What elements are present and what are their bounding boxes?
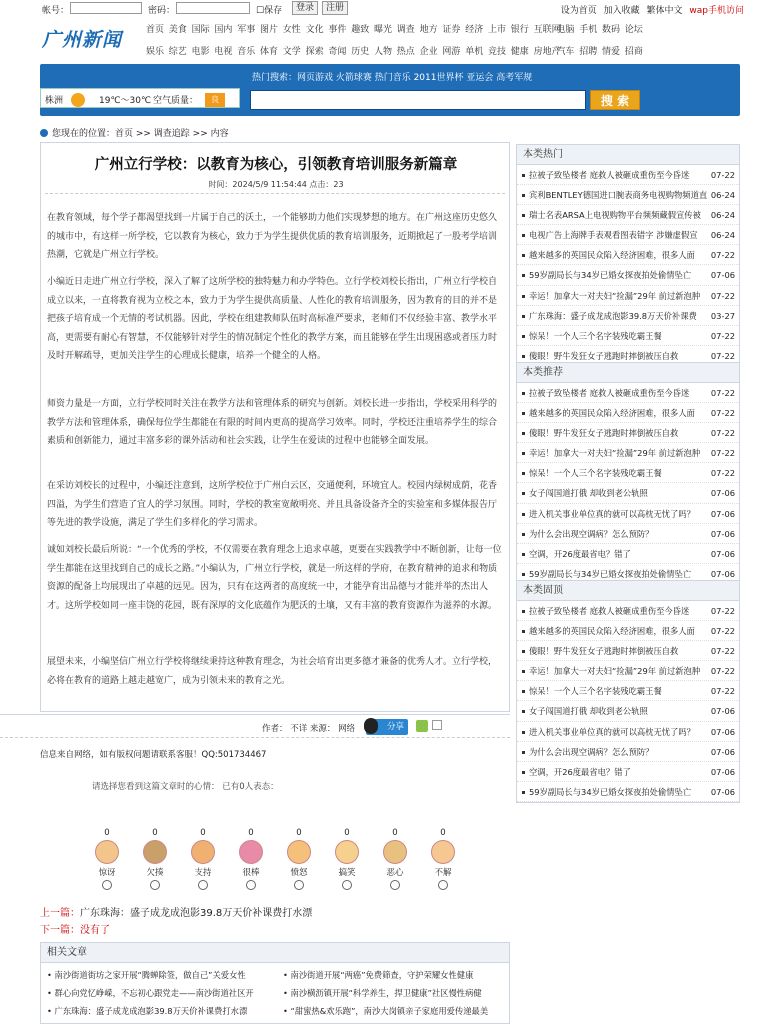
mood-count: 0 <box>152 828 158 838</box>
weather-temp: 19℃～30℃ <box>99 96 152 106</box>
sidebar-article-link[interactable]: 傻眼！野牛发狂女子逃跑时摔倒被压自救 07-22 <box>517 346 739 366</box>
mood-radio[interactable] <box>294 880 304 890</box>
nav-item[interactable]: 上市 <box>488 25 507 35</box>
mood-count: 0 <box>248 828 254 838</box>
article-date: 07-06 <box>710 488 735 499</box>
mood-count: 0 <box>296 828 302 838</box>
nav-item[interactable]: 奇闻 <box>328 47 347 57</box>
nav-item[interactable]: 美食 <box>168 25 187 35</box>
article-paragraph: 诚如刘校长最后所说：“一个优秀的学校，不仅需要在教育理念上追求卓越，更要在实践教学中不断创新，让每一位学生都能在这里找到自己的成长之路。”小编认为，广州立行学校，就是一所这样的学府，在教育精神的追求和物质资源的配备上均展现出了卓越的远见。因为，只有在这两者的高度统一中，才能孕育出品德与才能并举的杰出人才。这所学校如同一座丰饶的花园，既有深厚的文化底蕴作为肥沃的土壤，又有丰富的教育资源作为滋养的水源。 <box>47 545 502 611</box>
nav-item[interactable]: 情爱 <box>602 47 621 57</box>
article-date: 07-22 <box>710 646 735 657</box>
mood-count: 0 <box>392 828 398 838</box>
nav-item[interactable]: 企业 <box>419 47 438 57</box>
sidebar-article-link[interactable]: 拉被子致坠楼者 庭救人被砸成重伤至今昏迷 07-22 <box>517 165 739 185</box>
article-date: 07-22 <box>710 250 735 261</box>
article-date: 07-22 <box>710 330 735 341</box>
article-date: 07-22 <box>710 350 735 361</box>
nav-item[interactable]: 军事 <box>237 25 256 35</box>
nav-item[interactable]: 音乐 <box>237 47 256 57</box>
sidebar-article-link[interactable]: 惊呆！一个人三个名字装残吃霸王餐 07-22 <box>517 681 739 701</box>
sidebar-article-link[interactable]: 惊呆！一个人三个名字装残吃霸王餐 07-22 <box>517 326 739 346</box>
mood-count: 0 <box>104 828 110 838</box>
mood-option[interactable] <box>332 828 362 890</box>
sidebar-article-link[interactable]: 进入机关事业单位真的就可以高枕无忧了吗？ 07-06 <box>517 722 739 742</box>
article-date: 03-27 <box>710 310 735 321</box>
article-date: 07-06 <box>710 706 735 717</box>
nav-item[interactable]: 文化 <box>305 25 324 35</box>
mood-face-icon <box>431 840 455 864</box>
sidebar-article-link[interactable]: 为什么会出现空调病？怎么预防？ 07-06 <box>517 524 739 544</box>
sidebar-article-link[interactable]: 59岁副局长与34岁已婚女探夜拍处偷情坠亡 07-06 <box>517 782 739 802</box>
article-date: 07-22 <box>710 388 735 398</box>
sidebar-article-link[interactable]: 女子闯国道打俄 却收到老公轨照 07-06 <box>517 701 739 721</box>
nav-item[interactable]: 国内 <box>214 25 233 35</box>
sidebar-section-title: 本类推荐 <box>517 363 739 383</box>
nav-item[interactable]: 电影 <box>191 47 210 57</box>
article-date: 07-22 <box>710 666 735 677</box>
search-banner <box>40 64 740 116</box>
article-paragraph: 在教育领域，每个学子都渴望找到一片属于自己的沃土，一个能够助力他们实现梦想的地方。在广州这座历史悠久的城市中，有这样一所学校，它以教育为核心，致力于为学生提供优质的教育培训服务，近期掀起了一股考学培训热潮，它就是广州立行学校。 <box>47 213 498 260</box>
nav-item[interactable]: 曝光 <box>374 25 393 35</box>
register-button[interactable]: 注册 <box>322 1 348 15</box>
nav-item[interactable]: 女性 <box>282 25 301 35</box>
sidebar-article-link[interactable]: 傻眼！野牛发狂女子逃跑时摔倒被压自救 07-22 <box>517 423 739 443</box>
nav-item[interactable]: 文学 <box>282 47 301 57</box>
article-paragraph: 小编近日走进广州立行学校，深入了解了这所学校的独特魅力和办学特色。立行学校刘校长指出，广州立行学校自成立以来，一直将教育视为立校之本，致力于为学生提供高质量、人性化的教育培训服务，因为教育的目的并不是把孩子培育成一个无情的考试机器。因此，学校在组建教师队伍时高标准严要求，老师们不仅经验丰富、教学水平高，更需要有耐心有智慧，不仅能够针对学生的情况制定个性化的教学方案，而且能够在学生出现困惑或者压力时及时开解疏导，更加关注学生的心理成长健康，培养一个健全的人格。 <box>47 277 498 361</box>
share-button[interactable]: 分享 <box>366 719 408 735</box>
prev-link[interactable]: 广东珠海：盛子成龙成泡影39.8万天价补课费打水漂 <box>80 908 313 919</box>
sidebar-article-link[interactable]: 拉被子致坠楼者 庭救人被砸成重伤至今昏迷 07-22 <box>517 383 739 403</box>
copyright-notice: 信息来自网络，如有版权问题请联系客服！QQ:501734467 <box>40 750 267 760</box>
sidebar-article-link[interactable]: 惊呆！一个人三个名字装残吃霸王餐 07-22 <box>517 463 739 483</box>
sidebar-article-link[interactable]: 幸运！加拿大一对夫妇“捡漏”29年 前过新泡肿 07-22 <box>517 661 739 681</box>
mood-label: 恶心 <box>386 868 404 878</box>
article-date: 07-06 <box>710 548 735 559</box>
top-bar <box>0 0 768 16</box>
sidebar-article-link[interactable]: 越来越多的英国民众陷入经济困难，很多人面 07-22 <box>517 245 739 265</box>
article-date: 07-06 <box>710 746 735 757</box>
related-article-link[interactable]: • 南沙街道街坊之家开展“腾蝉除签，做自己”关爱女性 <box>47 970 246 980</box>
nav-item[interactable]: 历史 <box>351 47 370 57</box>
nav-item[interactable]: 体育 <box>260 47 279 57</box>
weather-city: 株洲 <box>45 96 64 106</box>
article-paragraph: 在采访刘校长的过程中，小编还注意到，这所学校位于广州白云区，交通便利，环境宜人。校园内绿树成荫，花香四溢，为学生们营造了宜人的学习氛围。同时，学校的教室宽敞明亮、并且具备设备齐全的实验室和多媒体报告厅等先进的教学设施，满足了学生们多样化的学习需求。 <box>47 481 498 528</box>
nav-item[interactable]: 热点 <box>396 47 415 57</box>
related-article-link[interactable]: • 群心向党忆峥嵘，不忘初心跟党走——南沙街道社区开 <box>47 988 254 998</box>
sidebar-article-link[interactable]: 越来越多的英国民众陷入经济困难，很多人面 07-22 <box>517 621 739 641</box>
remember-checkbox[interactable]: ☐保存 <box>256 6 283 16</box>
sidebar-article-link[interactable]: 为什么会出现空调病？怎么预防？ 07-06 <box>517 742 739 762</box>
mood-radio[interactable] <box>150 880 160 890</box>
article-meta: 时间：2024/5/9 11:54:44 点击：23 <box>208 180 344 189</box>
article-date: 07-06 <box>710 786 735 797</box>
sidebar-article-link[interactable]: 幸运！加拿大一对夫妇“捡漏”29年 前过新泡肿 07-22 <box>517 286 739 306</box>
next-link: 没有了 <box>80 925 110 936</box>
mood-radio[interactable] <box>438 880 448 890</box>
mood-face-icon <box>287 840 311 864</box>
prev-label: 上一篇： <box>40 908 80 919</box>
mood-radio[interactable] <box>102 880 112 890</box>
mood-radio[interactable] <box>198 880 208 890</box>
next-label: 下一篇： <box>40 925 80 936</box>
related-article-link[interactable]: • 南沙横沥镇开展“科学养生，捍卫健康”社区慢性病健 <box>283 988 482 998</box>
related-article-link[interactable]: • 广东珠海：盛子成龙成泡影39.8万天价补课费打水漂 <box>47 1006 248 1016</box>
nav-item[interactable]: 招商 <box>624 47 643 57</box>
article-date: 06-24 <box>710 190 735 201</box>
nav-item[interactable]: 银行 <box>510 25 529 35</box>
nav-item[interactable]: 图片 <box>260 25 279 35</box>
mood-label: 搞笑 <box>338 868 356 878</box>
mood-option[interactable] <box>188 828 218 890</box>
password-input[interactable] <box>176 2 250 14</box>
sidebar-article-link[interactable]: 进入机关事业单位真的就可以高枕无忧了吗？ 07-06 <box>517 504 739 524</box>
article-date: 07-06 <box>710 528 735 539</box>
air-quality-label: 空气质量： <box>153 96 199 106</box>
sidebar-article-link[interactable]: 瑞士名表ARSA上电视购物平台频频藏假宣传被 06-24 <box>517 205 739 225</box>
article-date: 07-22 <box>710 468 735 479</box>
article-date: 07-22 <box>710 428 735 439</box>
article-date: 07-06 <box>710 568 735 579</box>
traditional-chinese-link[interactable]: 繁体中文 <box>646 6 683 16</box>
sidebar-section-title: 本类热门 <box>517 145 739 165</box>
nav-item[interactable]: 房地产 <box>533 47 561 57</box>
article-date: 07-06 <box>710 726 735 737</box>
add-favorite-link[interactable]: 加入收藏 <box>603 6 640 16</box>
nav-item[interactable]: 论坛 <box>624 25 643 35</box>
author-source: 作者： 不详 来源： 网络 <box>262 724 356 734</box>
nav-item[interactable]: 经济 <box>465 25 484 35</box>
mood-label: 欠揍 <box>146 868 164 878</box>
mood-count: 0 <box>440 828 446 838</box>
nav-item[interactable]: 网游 <box>442 47 461 57</box>
mood-option[interactable] <box>380 828 410 890</box>
sidebar-article-link[interactable]: 空调，开26度最省电？错了 07-06 <box>517 762 739 782</box>
mood-label: 惊讶 <box>98 868 116 878</box>
nav-item[interactable]: 探索 <box>305 47 324 57</box>
sun-icon <box>71 93 85 107</box>
qq-icon <box>364 718 378 734</box>
related-articles <box>40 942 510 1024</box>
article-date: 07-22 <box>710 448 735 459</box>
breadcrumb-text[interactable]: 您现在的位置：首页 >> 调查追踪 >> 内容 <box>52 129 229 139</box>
mood-label: 不解 <box>434 868 452 878</box>
set-homepage-link[interactable]: 设为首页 <box>560 6 597 16</box>
sidebar-section <box>516 362 740 585</box>
nav-item[interactable]: 综艺 <box>168 47 187 57</box>
nav-item[interactable]: 娱乐 <box>146 47 165 57</box>
mood-count: 0 <box>200 828 206 838</box>
related-article-link[interactable]: • 南沙街道开展“两癌”免费筛查，守护荣耀女性健康 <box>283 970 474 980</box>
nav-item[interactable]: 证券 <box>442 25 461 35</box>
sidebar-article-link[interactable]: 59岁副局长与34岁已婚女探夜拍处偷情坠亡 07-06 <box>517 265 739 285</box>
password-label: 密码： <box>148 6 176 16</box>
mood-face-icon <box>383 840 407 864</box>
checkbox-icon[interactable] <box>432 720 442 730</box>
mood-face-icon <box>191 840 215 864</box>
account-input[interactable] <box>70 2 142 14</box>
related-title: 相关文章 <box>41 943 509 963</box>
article-panel <box>40 142 510 712</box>
nav-item[interactable]: 首页 <box>146 25 165 35</box>
mood-label: 支持 <box>194 868 212 878</box>
sidebar-article-link[interactable]: 广东珠海：盛子成龙成泡影39.8万天价补课费 03-27 <box>517 306 739 326</box>
air-quality-badge: 良 <box>205 93 225 107</box>
sidebar-article-link[interactable]: 傻眼！野牛发狂女子逃跑时摔倒被压自救 07-22 <box>517 641 739 661</box>
nav-item[interactable]: 事件 <box>328 25 347 35</box>
mood-option[interactable] <box>284 828 314 890</box>
search-button[interactable]: 搜 索 <box>590 90 640 110</box>
article-date: 07-06 <box>710 508 735 519</box>
mood-option[interactable] <box>140 828 170 890</box>
next-article[interactable] <box>40 921 110 936</box>
location-icon <box>40 129 48 137</box>
account-label: 帐号： <box>42 6 70 16</box>
article-date: 06-24 <box>710 210 735 221</box>
login-button[interactable]: 登录 <box>292 1 318 15</box>
article-date: 07-22 <box>710 686 735 697</box>
remember-label: 保存 <box>264 6 283 16</box>
nav-item[interactable]: 竞技 <box>488 47 507 57</box>
mood-option[interactable] <box>428 828 458 890</box>
article-date: 07-22 <box>710 626 735 637</box>
mood-prompt: 请选择您看到这篇文章时的心情： 已有0人表态： <box>92 782 279 792</box>
top-links <box>557 3 744 16</box>
hot-searches[interactable]: 热门搜索：网页游戏 火箭球赛 热门音乐 2011世界杯 亚运会 高考军规 <box>252 73 533 83</box>
breadcrumb <box>40 126 510 139</box>
sidebar-article-link[interactable]: 电视广告上海牌手表观看图表错字 涉嫌虚假宣 06-24 <box>517 225 739 245</box>
sidebar-article-link[interactable]: 拉被子致坠楼者 庭救人被砸成重伤至今昏迷 07-22 <box>517 601 739 621</box>
sidebar-article-link[interactable]: 越来越多的英国民众陷入经济困难，很多人面 07-22 <box>517 403 739 423</box>
mood-face-icon <box>143 840 167 864</box>
sidebar-article-link[interactable]: 女子闯国道打俄 却收到老公轨照 07-06 <box>517 483 739 503</box>
mood-option[interactable] <box>236 828 266 890</box>
article-date: 07-22 <box>710 290 735 301</box>
nav-item[interactable]: 地方 <box>419 25 438 35</box>
sidebar-section <box>516 144 740 367</box>
nav-item[interactable]: 调查 <box>396 25 415 35</box>
favorite-icon[interactable] <box>416 720 428 732</box>
sidebar-section-title: 本类固顶 <box>517 581 739 601</box>
sidebar-article-link[interactable]: 幸运！加拿大一对夫妇“捡漏”29年 前过新泡肿 07-22 <box>517 443 739 463</box>
author-bar <box>0 714 510 738</box>
article-date: 07-06 <box>710 270 735 281</box>
wap-link[interactable]: wap手机访问 <box>689 6 744 16</box>
nav-item[interactable]: 健康 <box>510 47 529 57</box>
nav-item[interactable]: 电视 <box>214 47 233 57</box>
weather-widget <box>40 88 240 108</box>
article-title: 广州立行学校：以教育为核心，引领教育培训服务新篇章 <box>94 157 458 173</box>
mood-radio[interactable] <box>390 880 400 890</box>
mood-radio[interactable] <box>342 880 352 890</box>
article-date: 07-06 <box>710 766 735 777</box>
mood-option[interactable] <box>92 828 122 890</box>
nav-item[interactable]: 互联网 <box>533 25 561 35</box>
sidebar-article-link[interactable]: 59岁副局长与34岁已婚女探夜拍处偷情坠亡 07-06 <box>517 564 739 584</box>
article-date: 07-22 <box>710 408 735 419</box>
article-paragraph: 展望未来，小编坚信广州立行学校将继续秉持这种教育理念，为社会培育出更多德才兼备的优秀人才。立行学校，必将在教育的道路上越走越宽广，成为引领未来的教育之光。 <box>47 657 498 686</box>
divider <box>45 193 505 194</box>
nav-item[interactable]: 人物 <box>374 47 393 57</box>
nav-item[interactable]: 趣致 <box>351 25 370 35</box>
article-date: 07-22 <box>710 170 735 180</box>
mood-face-icon <box>95 840 119 864</box>
article-date: 06-24 <box>710 230 735 241</box>
mood-radio[interactable] <box>246 880 256 890</box>
sidebar-article-link[interactable]: 宾利BENTLEY德国进口腕表商务电视购物频道直 06-24 <box>517 185 739 205</box>
search-input[interactable] <box>250 90 586 110</box>
nav-item[interactable]: 手机 <box>579 25 598 35</box>
nav-item[interactable]: 数码 <box>602 25 621 35</box>
related-article-link[interactable]: • “甜蜜热&欢乐跑”，南沙大岗镇亲子家庭用爱传递最美 <box>283 1006 489 1016</box>
mood-face-icon <box>335 840 359 864</box>
mood-label: 愤怒 <box>290 868 308 878</box>
nav-item[interactable]: 国际 <box>191 25 210 35</box>
prev-article[interactable] <box>40 904 312 919</box>
nav-item[interactable]: 汽车 <box>556 47 575 57</box>
sidebar-article-link[interactable]: 空调，开26度最省电？错了 07-06 <box>517 544 739 564</box>
nav-item[interactable]: 单机 <box>465 47 484 57</box>
mood-label: 很棒 <box>242 868 260 878</box>
nav-item[interactable]: 电脑 <box>556 25 575 35</box>
mood-face-icon <box>239 840 263 864</box>
site-logo[interactable]: 广州新闻 <box>42 29 123 51</box>
sidebar-section <box>516 580 740 803</box>
article-paragraph: 师资力量是一方面，立行学校同时关注在教学方法和管理体系的研究与创新。刘校长进一步指出，学校采用科学的教学方法和管理体系，确保每位学生都能在有限的时间内更高的提高学习效率。同时，学校还注重培养学生的综合素质和创新能力，通过丰富多彩的课外活动和社会实践，让学生在爱读的过程中也能够全面发展。 <box>47 399 498 446</box>
mood-count: 0 <box>344 828 350 838</box>
article-date: 07-22 <box>710 606 735 616</box>
nav-item[interactable]: 招聘 <box>579 47 598 57</box>
